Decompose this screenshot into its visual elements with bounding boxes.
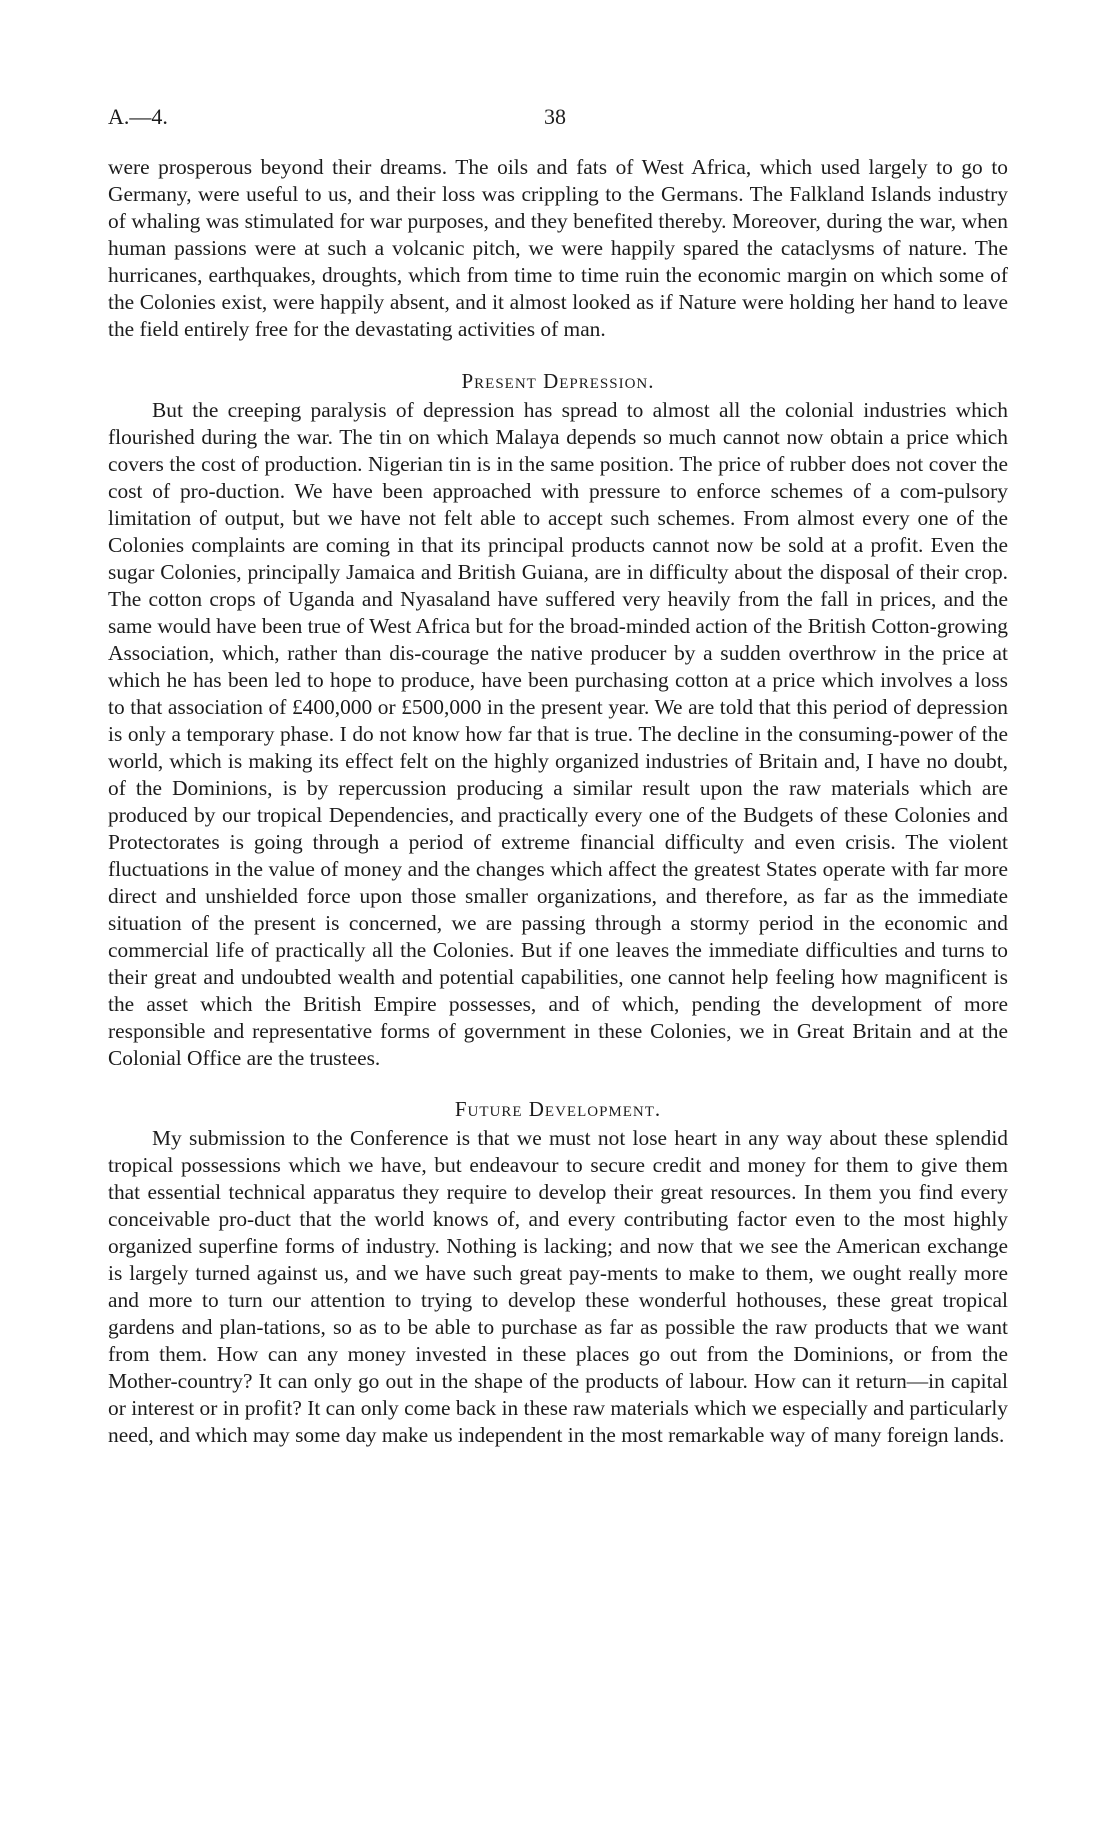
paragraph-future-development: My submission to the Conference is that we must not lose heart in any way about these splendid tropical possessions which we have, but endeavour to secure credit and money for them to give them that essential technical apparatus they require to develop their great resources. In them you find every conceivable pro-duct that the world knows of, and every contributing factor even to the most highly organized superfine forms of industry. Nothing is lacking; and now that we see the American exchange is largely turned against us, and we have such great pay-ments to make to them, we ought really more and more to turn our attention to trying to develop these wonderful hothouses, these great tropical gardens and plan-tations, so as to be able to purchase as far as possible the raw products that we want from them. How can any money invested in these places go out from the Dominions, or from the Mother-country? It can only go out in the shape of the products of labour. How can it return—in capital or interest or in profit? It can only come back in these raw materials which we especially and particularly need, and which may some day make us independent in the most remarkable way of many foreign lands.: [108, 1126, 1008, 1447]
heading-present-depression: Present Depression.: [461, 369, 655, 393]
section-spacer: [108, 343, 1008, 368]
page-body: [108, 154, 1008, 1449]
section-spacer: [108, 1072, 1008, 1096]
paragraph-present-depression: But the creeping paralysis of depression has spread to almost all the colonial industries which flourished during the war. The tin on which Malaya depends so much cannot now obtain a price which covers the cost of production. Nigerian tin is in the same position. The price of rubber does not cover the cost of pro-duction. We have been approached with pressure to enforce schemes of a com-pulsory limitation of output, but we have not felt able to accept such schemes. From almost every one of the Colonies complaints are coming in that its principal products cannot now be sold at a profit. Even the sugar Colonies, principally Jamaica and British Guiana, are in difficulty about the disposal of their crop. The cotton crops of Uganda and Nyasaland have suffered very heavily from the fall in prices, and the same would have been true of West Africa but for the broad-minded action of the British Cotton-growing Association, which, rather than dis-courage the native producer by a sudden overthrow in the price at which he has been led to hope to produce, have been purchasing cotton at a price which involves a loss to that association of £400,000 or £500,000 in the present year. We are told that this period of depression is only a temporary phase. I do not know how far that is true. The decline in the consuming-power of the world, which is making its effect felt on the highly organized industries of Britain and, I have no doubt, of the Dominions, is by repercussion producing a similar result upon the raw materials which are produced by our tropical Dependencies, and practically every one of the Budgets of these Colonies and Protectorates is going through a period of extreme financial difficulty and even crisis. The violent fluctuations in the value of money and the changes which affect the greatest States operate with far more direct and unshielded force upon those smaller organizations, and therefore, as far as the immediate situation of the present is concerned, we are passing through a stormy period in the economic and commercial life of practically all the Colonies. But if one leaves the immediate difficulties and turns to their great and undoubted wealth and potential capabilities, one cannot help feeling how magnificent is the asset which the British Empire possesses, and of which, pending the development of more responsible and representative forms of government in these Colonies, we in Great Britain and at the Colonial Office are the trustees.: [108, 398, 1008, 1070]
opening-paragraph: were prosperous beyond their dreams. The oils and fats of West Africa, which used largely to go to Germany, were useful to us, and their loss was crippling to the Germans. The Falkland Islands industry of whaling was stimulated for war purposes, and they benefited thereby. Moreover, during the war, when human passions were at such a volcanic pitch, we were happily spared the cataclysms of nature. The hurricanes, earthquakes, droughts, which from time to time ruin the economic margin on which some of the Colonies exist, were happily absent, and it almost looked as if Nature were holding her hand to leave the field entirely free for the devastating activities of man.: [108, 155, 1008, 341]
document-reference: A.—4.: [108, 104, 168, 129]
page-number: 38: [544, 104, 566, 129]
page-header: [108, 104, 1008, 134]
heading-future-development: Future Development.: [454, 1097, 662, 1121]
